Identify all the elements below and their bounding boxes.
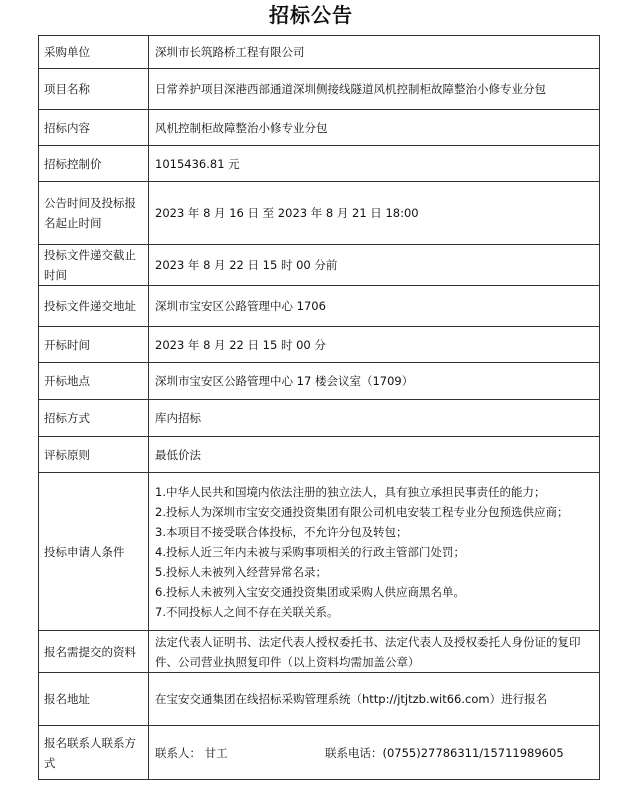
table-row (39, 363, 600, 400)
row-label-registration-address: 报名地址 (39, 673, 149, 726)
table-row (39, 473, 600, 631)
row-label-submission-address: 投标文件递交地址 (39, 286, 149, 327)
table-row (39, 286, 600, 327)
row-value-evaluation-principle: 最低价法 (149, 437, 600, 473)
row-value-opening-time: 2023 年 8 月 22 日 15 时 00 分 (149, 327, 600, 363)
row-value-bidder-conditions (149, 473, 600, 631)
table-row (39, 146, 600, 182)
row-value-tender-content: 风机控制柜故障整治小修专业分包 (149, 110, 600, 146)
table-row (39, 631, 600, 673)
table-row (39, 673, 600, 726)
table-row (39, 726, 600, 780)
table-row (39, 69, 600, 110)
row-label-control-price: 招标控制价 (39, 146, 149, 182)
condition-item: 6.投标人未被列入宝安交通投资集团或采购人供应商黑名单。 (155, 584, 465, 599)
condition-item: 7.不同投标人之间不存在关联关系。 (155, 604, 339, 619)
condition-item: 5.投标人未被列入经营异常名录； (155, 564, 327, 579)
row-label-bidder-conditions: 投标申请人条件 (39, 473, 149, 631)
row-label-contact: 报名联系人联系方式 (39, 726, 149, 780)
row-label-project-name: 项目名称 (39, 69, 149, 110)
row-value-required-documents: 法定代表人证明书、法定代表人授权委托书、法定代表人及授权委托人身份证的复印件、公司营业执照复印件（以上资料均需加盖公章） (149, 631, 600, 673)
row-label-evaluation-principle: 评标原则 (39, 437, 149, 473)
row-value-submission-address: 深圳市宝安区公路管理中心 1706 (149, 286, 600, 327)
table-row (39, 36, 600, 69)
row-label-opening-time: 开标时间 (39, 327, 149, 363)
row-value-opening-location: 深圳市宝安区公路管理中心 17 楼会议室（1709） (149, 363, 600, 400)
row-value-submission-deadline: 2023 年 8 月 22 日 15 时 00 分前 (149, 245, 600, 286)
table-row (39, 110, 600, 146)
table-row (39, 437, 600, 473)
row-label-opening-location: 开标地点 (39, 363, 149, 400)
row-label-tender-content: 招标内容 (39, 110, 149, 146)
page-title: 招标公告 (269, 3, 353, 27)
row-label-tender-method: 招标方式 (39, 400, 149, 437)
row-label-purchaser: 采购单位 (39, 36, 149, 69)
table-row (39, 245, 600, 286)
table-row (39, 182, 600, 245)
row-value-project-name: 日常养护项目深港西部通道深圳侧接线隧道风机控制柜故障整治小修专业分包 (149, 69, 600, 110)
condition-item: 4.投标人近三年内未被与采购事项相关的行政主管部门处罚； (155, 544, 465, 559)
condition-item: 3.本项目不接受联合体投标，不允许分包及转包； (155, 524, 408, 539)
row-label-required-documents: 报名需提交的资料 (39, 631, 149, 673)
table-row (39, 327, 600, 363)
row-value-purchaser: 深圳市长筑路桥工程有限公司 (149, 36, 600, 69)
contact-phone: 联系电话：(0755)27786311/15711989605 (325, 745, 564, 760)
condition-item: 2.投标人为深圳市宝安交通投资集团有限公司机电安装工程专业分包预选供应商； (155, 504, 569, 519)
row-label-announcement-period: 公告时间及投标报名起止时间 (39, 182, 149, 245)
notice-table (38, 35, 600, 780)
row-value-announcement-period: 2023 年 8 月 16 日 至 2023 年 8 月 21 日 18:00 (149, 182, 600, 245)
table-row (39, 400, 600, 437)
row-value-contact (149, 726, 600, 780)
contact-person: 联系人： 甘工 (155, 745, 228, 760)
row-label-submission-deadline: 投标文件递交截止时间 (39, 245, 149, 286)
row-value-registration-address: 在宝安交通集团在线招标采购管理系统（http://jtjtzb.wit66.com）进行报名 (149, 673, 600, 726)
row-value-tender-method: 库内招标 (149, 400, 600, 437)
condition-item: 1.中华人民共和国境内依法注册的独立法人，具有独立承担民事责任的能力； (155, 484, 546, 499)
row-value-control-price: 1015436.81 元 (149, 146, 600, 182)
